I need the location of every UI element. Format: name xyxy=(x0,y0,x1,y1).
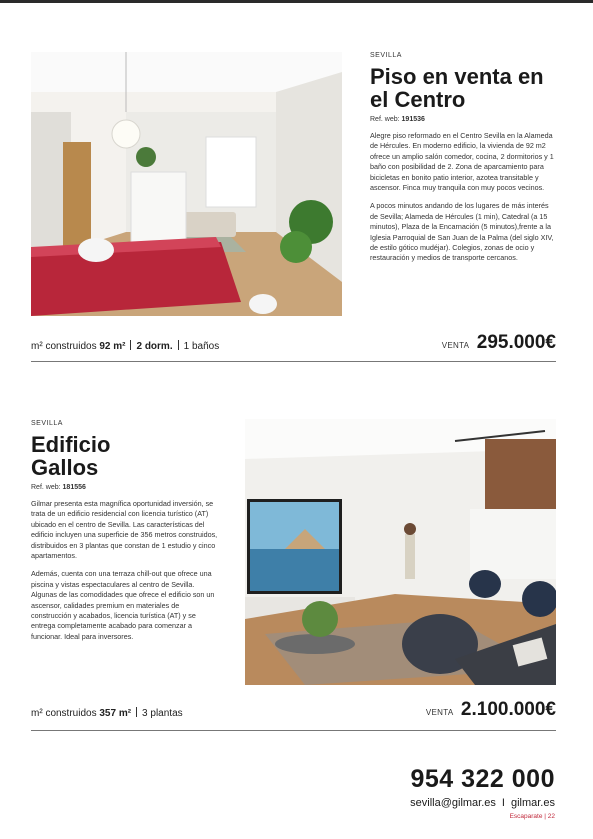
listing-description xyxy=(31,499,221,642)
price-label: VENTA xyxy=(441,341,470,350)
listing-city: SEVILLA xyxy=(31,420,63,427)
listing-specs xyxy=(31,707,183,719)
description-paragraph: Gilmar presenta esta magnífica oportunidad inversión, se trata de un edificio residencial con licencia turístico (AT) ubicado en el centro de Sevilla. Las características del edificio incluyen una superficie de 356 metros construidos, distribuidos en 3 plantas que constan de 1 estudio y cinco apartamentos. xyxy=(31,499,218,561)
spec-divider xyxy=(178,340,179,350)
rooms-value: 2 dorm. xyxy=(136,341,173,352)
ref-value: 191536 xyxy=(401,116,425,123)
listing-divider xyxy=(31,730,556,731)
contact-line xyxy=(410,797,555,809)
ref-label: Ref. web: xyxy=(31,484,61,491)
top-border xyxy=(0,0,593,3)
area-value: 357 m² xyxy=(99,708,132,719)
listing-description xyxy=(370,131,556,264)
baths-value: 1 baños xyxy=(183,341,220,352)
listing-ref xyxy=(31,484,221,491)
listing-divider xyxy=(31,361,556,362)
listing-price xyxy=(442,332,556,354)
ref-value: 181556 xyxy=(62,484,86,491)
listing-1-footer xyxy=(31,332,556,354)
description-paragraph: Además, cuenta con una terraza chill-out que ofrece una piscina y vistas espectaculares al centro de Sevilla. Algunas de las comodidades que ofrece el edificio son un ascensor, calidades premium en materiales de construcción y acabados, licencia turística (AT) y se entrega completamente acabado para comenzar a funcionar. Ideal para inversores. xyxy=(31,569,215,641)
spec-divider xyxy=(136,707,137,717)
listing-title[interactable]: Edificio Gallos xyxy=(31,432,111,480)
price-label: VENTA xyxy=(425,708,454,717)
contact-divider: I xyxy=(501,797,505,809)
contact-email[interactable]: sevilla@gilmar.es xyxy=(410,797,496,809)
listing-price xyxy=(426,699,556,721)
price-value: 2.100.000€ xyxy=(460,699,556,720)
description-paragraph: Alegre piso reformado en el Centro Sevilla en la Alameda de Hércules. En moderno edificio, la vivienda de 92 m2 ofrece un amplio salón comedor, cocina, 2 dormitorios y 1 baño con posibilidad de 2. Zona de aparcamiento para bicicletas en bonito patio interior, azotea transitable y ascensor. Finca muy tranquila con muy pocos vecinos. xyxy=(370,131,554,193)
ref-label: Ref. web: xyxy=(370,116,400,123)
spec-divider xyxy=(130,340,131,350)
listing-ref xyxy=(370,116,556,123)
contact-phone[interactable]: 954 322 000 xyxy=(410,765,555,793)
listing-2-photo[interactable] xyxy=(245,419,556,685)
listing-specs xyxy=(31,340,219,352)
apartment-interior-image xyxy=(31,52,342,316)
listing-2-info xyxy=(31,420,221,642)
listing-1-info xyxy=(370,52,556,264)
living-room-image xyxy=(245,419,556,685)
area-label: m² construidos xyxy=(31,341,97,352)
listing-2-footer xyxy=(31,699,556,721)
listing-1-photo[interactable] xyxy=(31,52,342,316)
floors-value: 3 plantas xyxy=(142,708,183,719)
description-paragraph: A pocos minutos andando de los lugares de más interés de Sevilla; Alameda de Hércules (1 min), Catedral (a 15 minutos), Plaza de la Encarnación (5 minutos),frente a la Iglesia Parroquial de San Juan de la Palma (del siglo XIV, de estilo gótico mudéjar). Colegios, zonas de ocio y restauración y medios de transporte cercanos. xyxy=(370,201,554,263)
price-value: 295.000€ xyxy=(476,332,556,353)
area-value: 92 m² xyxy=(99,341,126,352)
area-label: m² construidos xyxy=(31,708,97,719)
listing-title[interactable]: Piso en venta en el Centro xyxy=(370,64,544,112)
page-number: Escaparate | 22 xyxy=(509,813,555,820)
listing-city: SEVILLA xyxy=(370,52,402,59)
contact-web[interactable]: gilmar.es xyxy=(510,797,555,809)
